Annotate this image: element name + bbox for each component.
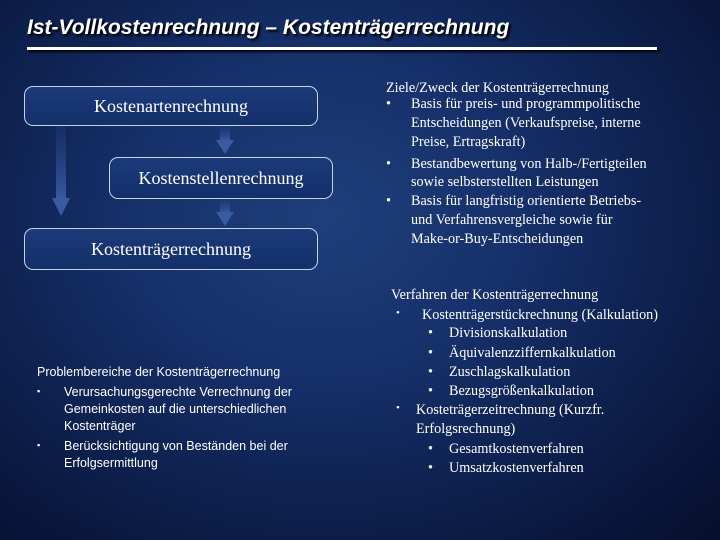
box-kostenstellenrechnung: Kostenstellenrechnung: [109, 157, 333, 199]
bullet-icon: •: [428, 441, 433, 457]
bullet-icon: •: [386, 193, 391, 209]
probleme-item-2-line-2: Erfolgsermittlung: [64, 456, 158, 470]
short-down-arrow-1: [216, 127, 234, 154]
verfahren-group-1-sub-3: Zuschlagskalkulation: [449, 364, 571, 380]
verfahren-group-2-sub-1: Gesamtkostenverfahren: [449, 441, 584, 457]
probleme-item-1-line-2: Gemeinkosten auf die unterschiedlichen: [64, 402, 287, 416]
verfahren-group-1-sub-1: Divisionskalkulation: [449, 325, 568, 341]
ziele-item-3-line-1: Basis für langfristig orientierte Betriebs-: [411, 193, 642, 209]
bullet-icon: •: [428, 325, 433, 341]
verfahren-group-1-sub-4: Bezugsgrößenkalkulation: [449, 383, 594, 399]
long-down-arrow: [52, 126, 70, 216]
ziele-item-3-line-2: und Verfahrensvergleiche sowie für: [411, 212, 613, 228]
verfahren-group-1-sub-2: Äquivalenzziffernkalkulation: [449, 345, 616, 361]
box-kostenartenrechnung: Kostenartenrechnung: [24, 86, 318, 126]
bullet-icon: ▪: [37, 440, 41, 450]
page-title: Ist-Vollkostenrechnung – Kostenträgerrechnung: [27, 16, 510, 39]
bullet-icon: •: [428, 460, 433, 476]
verfahren-group-2-label-line-2: Erfolgsrechnung): [416, 421, 516, 437]
probleme-heading: Problembereiche der Kostenträgerrechnung: [37, 365, 281, 379]
ziele-item-2-line-1: Bestandbewertung von Halb-/Fertigteilen: [411, 156, 647, 172]
ziele-item-3-line-3: Make-or-Buy-Entscheidungen: [411, 231, 584, 247]
probleme-item-1-line-3: Kostenträger: [64, 419, 136, 433]
probleme-item-1-line-1: Verursachungsgerechte Verrechnung der: [64, 385, 292, 399]
bullet-icon: •: [428, 345, 433, 361]
bullet-icon: •: [396, 307, 400, 319]
bullet-icon: ▪: [37, 386, 41, 396]
box-kostentraegerrechnung: Kostenträgerrechnung: [24, 228, 318, 270]
ziele-item-1-line-3: Preise, Ertragskraft): [411, 134, 526, 150]
verfahren-group-1-label: Kostenträgerstückrechnung (Kalkulation): [422, 307, 658, 323]
bullet-icon: •: [386, 96, 391, 112]
ziele-heading: Ziele/Zweck der Kostenträgerrechnung: [386, 80, 609, 96]
short-down-arrow-2: [216, 200, 234, 226]
ziele-item-2-line-2: sowie selbsterstellten Leistungen: [411, 174, 599, 190]
bullet-icon: •: [396, 402, 400, 414]
verfahren-group-2-label-line-1: Kosteträgerzeitrechnung (Kurzfr.: [416, 402, 605, 418]
probleme-item-2-line-1: Berücksichtigung von Beständen bei der: [64, 439, 288, 453]
verfahren-heading: Verfahren der Kostenträgerrechnung: [391, 287, 599, 303]
verfahren-group-2-sub-2: Umsatzkostenverfahren: [449, 460, 584, 476]
ziele-item-1-line-1: Basis für preis- und programmpolitische: [411, 96, 641, 112]
title-underline: [27, 47, 657, 50]
bullet-icon: •: [386, 156, 391, 172]
bullet-icon: •: [428, 364, 433, 380]
bullet-icon: •: [428, 383, 433, 399]
ziele-item-1-line-2: Entscheidungen (Verkaufspreise, interne: [411, 115, 641, 131]
